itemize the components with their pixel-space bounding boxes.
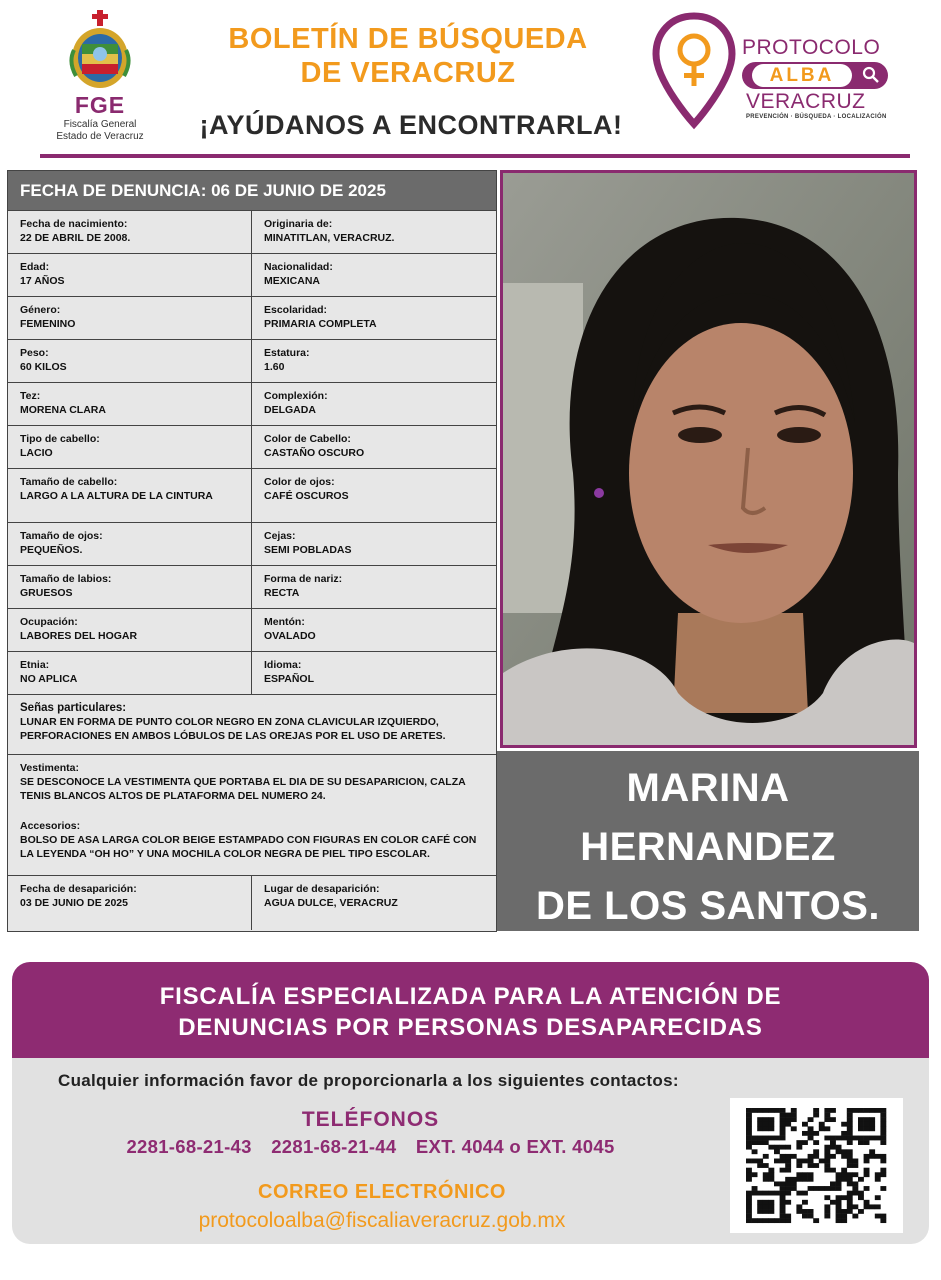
detail-value: LABORES DEL HOGAR — [20, 630, 138, 642]
detail-label: Etnia: — [20, 659, 50, 671]
header — [0, 0, 941, 160]
phones-heading: TELÉFONOS — [301, 1108, 440, 1131]
detail-cell — [252, 254, 496, 296]
detail-cell — [252, 211, 496, 253]
header-divider — [40, 154, 910, 158]
detail-cell — [8, 652, 252, 694]
detail-cell — [252, 523, 496, 565]
detail-value: LACIO — [20, 447, 53, 459]
phone-1[interactable]: 2281-68-21-43 — [126, 1136, 252, 1157]
alba-protocolo-text: PROTOCOLO — [742, 36, 881, 59]
detail-cell — [8, 254, 252, 296]
missing-person-photo — [500, 170, 917, 748]
alba-text: ALBA — [752, 64, 852, 87]
detail-cell — [252, 426, 496, 468]
detail-value: MEXICANA — [264, 275, 321, 287]
detail-value: SEMI POBLADAS — [264, 544, 352, 556]
name-line2: HERNANDEZ — [580, 825, 836, 869]
detail-cell — [8, 211, 252, 253]
bulletin-title-line2: DE VERACRUZ — [300, 57, 516, 89]
search-icon — [862, 66, 880, 84]
clothing-value: SE DESCONOCE LA VESTIMENTA QUE PORTABA EL DIA DE SU DESAPARICION, CALZA TENIS BLANCOS ALTOS DE PLATAFORMA DEL NUMERO 24. — [20, 776, 466, 802]
accessories-label: Accesorios: — [20, 820, 81, 832]
detail-value: MINATITLAN, VERACRUZ. — [264, 232, 395, 244]
person-details-table — [7, 170, 497, 932]
detail-value: 17 AÑOS — [20, 275, 65, 287]
detail-value: 1.60 — [264, 361, 285, 373]
detail-cell — [8, 340, 252, 382]
detail-cell — [8, 566, 252, 608]
details-row — [8, 383, 496, 426]
distinguishing-marks-label: Señas particulares: — [20, 702, 127, 714]
detail-cell — [252, 566, 496, 608]
distinguishing-marks-value: LUNAR EN FORMA DE PUNTO COLOR NEGRO EN ZONA CLAVICULAR IZQUIERDO, PERFORACIONES EN AMBOS LÓBULOS DE LAS OREJAS POR EL USO DE ARETES. — [20, 716, 446, 742]
detail-value: NO APLICA — [20, 673, 78, 685]
detail-label: Ocupación: — [20, 616, 78, 628]
agency-line1: FISCALÍA ESPECIALIZADA PARA LA ATENCIÓN DE — [159, 983, 782, 1010]
alba-pill — [742, 62, 888, 89]
email-heading: CORREO ELECTRÓNICO — [258, 1181, 506, 1203]
detail-cell — [8, 523, 252, 565]
bulletin-title — [160, 22, 656, 90]
detail-label: Estatura: — [264, 347, 310, 359]
qr-code[interactable] — [730, 1098, 903, 1233]
details-row — [8, 211, 496, 254]
details-row — [8, 340, 496, 383]
portrait-illustration — [503, 173, 914, 745]
details-row — [8, 297, 496, 340]
phone-2[interactable]: 2281-68-21-44 — [271, 1136, 397, 1157]
detail-cell — [8, 609, 252, 651]
detail-label: Nacionalidad: — [264, 261, 333, 273]
detail-cell — [8, 297, 252, 339]
detail-cell — [252, 383, 496, 425]
disappearance-place-value: AGUA DULCE, VERACRUZ — [264, 897, 398, 909]
detail-value: DELGADA — [264, 404, 316, 416]
fge-logo — [44, 10, 156, 143]
disappearance-row — [8, 876, 496, 930]
detail-value: CAFÉ OSCUROS — [264, 490, 349, 502]
detail-label: Género: — [20, 304, 61, 316]
detail-label: Forma de nariz: — [264, 573, 343, 585]
detail-value: CASTAÑO OSCURO — [264, 447, 365, 459]
qr-code-icon — [730, 1098, 903, 1233]
detail-label: Tipo de cabello: — [20, 433, 100, 445]
detail-label: Tamaño de ojos: — [20, 530, 103, 542]
detail-value: PRIMARIA COMPLETA — [264, 318, 377, 330]
disappearance-date-value: 03 DE JUNIO DE 2025 — [20, 897, 128, 909]
detail-label: Mentón: — [264, 616, 305, 628]
detail-value: OVALADO — [264, 630, 316, 642]
detail-label: Tamaño de cabello: — [20, 476, 118, 488]
disappearance-date — [8, 876, 252, 930]
details-row — [8, 566, 496, 609]
protocolo-alba-logo — [652, 12, 902, 130]
report-date: FECHA DE DENUNCIA: 06 DE JUNIO DE 2025 — [8, 171, 496, 211]
missing-person-name — [497, 751, 919, 931]
detail-label: Idioma: — [264, 659, 302, 671]
details-row — [8, 652, 496, 695]
contact-section — [12, 1058, 929, 1244]
disappearance-date-label: Fecha de desaparición: — [20, 883, 137, 895]
accessories-value: BOLSO DE ASA LARGA COLOR BEIGE ESTAMPADO CON FIGURAS EN COLOR CAFÉ CON LA LEYENDA “OH HO” Y UNA MOCHILA COLOR NEGRA DE PIEL TIPO ESCOLAR. — [20, 834, 477, 860]
details-row — [8, 609, 496, 652]
female-location-pin-icon — [652, 12, 736, 130]
detail-cell — [252, 297, 496, 339]
details-row — [8, 426, 496, 469]
clothing-section — [8, 755, 496, 876]
detail-value: 22 DE ABRIL DE 2008. — [20, 232, 131, 244]
fge-name-line2: Estado de Veracruz — [56, 131, 144, 142]
details-row — [8, 254, 496, 297]
name-line3: DE LOS SANTOS. — [535, 884, 881, 928]
alba-veracruz-text: VERACRUZ — [746, 90, 866, 113]
agency-banner — [12, 962, 929, 1058]
detail-label: Color de Cabello: — [264, 433, 351, 445]
agency-line2: DENUNCIAS POR PERSONAS DESAPARECIDAS — [178, 1014, 763, 1041]
fge-name-line1: Fiscalía General — [63, 119, 137, 130]
detail-label: Cejas: — [264, 530, 296, 542]
bulletin-subtitle: ¡AYÚDANOS A ENCONTRARLA! — [199, 110, 623, 140]
detail-label: Escolaridad: — [264, 304, 328, 316]
detail-cell — [252, 340, 496, 382]
detail-value: PEQUEÑOS. — [20, 544, 83, 556]
detail-value: MORENA CLARA — [20, 404, 106, 416]
detail-value: 60 KILOS — [20, 361, 67, 373]
name-line1: MARINA — [626, 766, 790, 810]
fge-acronym: FGE — [74, 92, 126, 118]
detail-value: ESPAÑOL — [264, 673, 314, 685]
detail-value: LARGO A LA ALTURA DE LA CINTURA — [20, 490, 213, 502]
details-row — [8, 469, 496, 523]
detail-cell — [8, 469, 252, 522]
distinguishing-marks — [8, 695, 496, 755]
details-row — [8, 523, 496, 566]
detail-value: GRUESOS — [20, 587, 73, 599]
detail-label: Peso: — [20, 347, 49, 359]
phone-extensions: EXT. 4044 o EXT. 4045 — [415, 1136, 615, 1157]
bulletin-title-line1: BOLETÍN DE BÚSQUEDA — [228, 23, 588, 55]
detail-label: Originaria de: — [264, 218, 333, 230]
disappearance-place — [252, 876, 496, 930]
detail-label: Color de ojos: — [264, 476, 335, 488]
detail-cell — [8, 426, 252, 468]
detail-label: Complexión: — [264, 390, 328, 402]
details-rows — [8, 211, 496, 695]
detail-label: Edad: — [20, 261, 50, 273]
detail-cell — [252, 652, 496, 694]
alba-tagline: PREVENCIÓN · BÚSQUEDA · LOCALIZACIÓN — [746, 114, 887, 120]
detail-value: FEMENINO — [20, 318, 76, 330]
detail-cell — [252, 469, 496, 522]
detail-label: Tez: — [20, 390, 41, 402]
detail-cell — [252, 609, 496, 651]
detail-cell — [8, 383, 252, 425]
email-link[interactable]: protocoloalba@fiscaliaveracruz.gob.mx — [198, 1209, 566, 1232]
detail-label: Fecha de nacimiento: — [20, 218, 128, 230]
contact-intro: Cualquier información favor de proporcionarla a los siguientes contactos: — [58, 1071, 679, 1090]
veracruz-coat-of-arms-icon — [68, 10, 132, 90]
clothing-label: Vestimenta: — [20, 762, 79, 774]
disappearance-place-label: Lugar de desaparición: — [264, 883, 380, 895]
detail-value: RECTA — [264, 587, 300, 599]
detail-label: Tamaño de labios: — [20, 573, 112, 585]
phone-numbers — [12, 1136, 729, 1158]
